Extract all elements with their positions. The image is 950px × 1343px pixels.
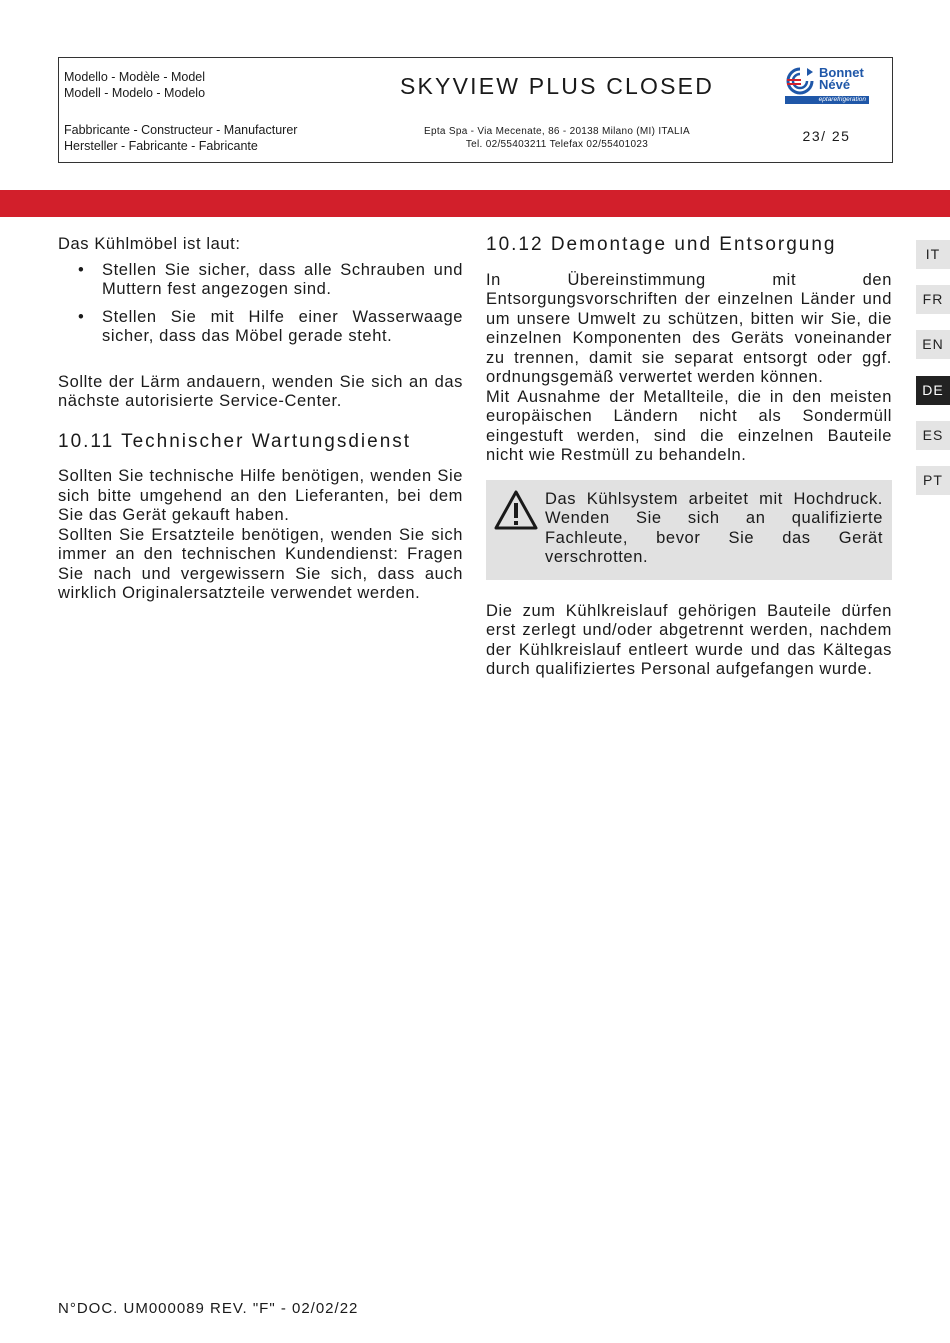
brand-logo-cell	[761, 58, 892, 112]
paragraph: Sollten Sie technische Hilfe benötigen, wenden Sie sich bitte umgehend an den Lieferanten, bei dem Sie das Gerät gekauft haben.	[58, 467, 463, 524]
bullet-item: • Stellen Sie mit Hilfe einer Wasserwaage sicher, dass das Möbel gerade steht.	[58, 308, 463, 347]
language-tab-pt[interactable]: PT	[916, 466, 950, 495]
document-number-footer: N°DOC. UM000089 REV. "F" - 02/02/22	[58, 1300, 359, 1317]
document-header-table	[58, 57, 893, 163]
language-tab-en[interactable]: EN	[916, 330, 950, 359]
warning-box	[486, 480, 892, 580]
paragraph: Die zum Kühlkreislauf gehörigen Bauteile dürfen erst zerlegt und/oder abgetrennt werden, nachdem der Kühlkreislauf entleert wurde und das Kältegas durch qualifiziertes Personal aufgefangen wurde.	[486, 601, 892, 678]
language-tab-es[interactable]: ES	[916, 421, 950, 450]
right-column	[486, 235, 892, 680]
language-tab-de[interactable]: DE	[916, 376, 950, 405]
warning-text: Das Kühlsystem arbeitet mit Hochdruck. Wenden Sie sich an qualifizierte Fachleute, bevor Sie das Gerät verschrotten.	[545, 489, 883, 566]
address-line-2: Tel. 02/55403211 Telefax 02/55401023	[465, 139, 649, 150]
intro-text: Das Kühlmöbel ist laut:	[58, 235, 241, 253]
address-line-1: Epta Spa - Via Mecenate, 86 - 20138 Milano (MI) ITALIA	[424, 126, 690, 137]
bullet-list	[58, 261, 463, 347]
bonnet-neve-logo	[785, 66, 869, 106]
manufacturer-label-line-1: Fabbricante - Constructeur - Manufacturer	[64, 123, 298, 137]
manufacturer-address-cell	[353, 112, 761, 162]
section-heading-10-11: 10.11 Technischer Wartungsdienst	[58, 430, 412, 452]
language-tab-fr[interactable]: FR	[916, 285, 950, 314]
manufacturer-label-line-2: Hersteller - Fabricante - Fabricante	[64, 139, 258, 153]
model-label-cell	[59, 58, 353, 112]
logo-swirl-icon	[785, 66, 815, 96]
red-divider-band	[0, 190, 950, 217]
paragraph: Sollten Sie Ersatzteile benötigen, wenden Sie sich immer an den technischen Kundendienst: Fragen Sie nach und vergewissern Sie sich, dass auch wirklich Originalersatzteile verwendet werden.	[58, 525, 463, 602]
left-column	[58, 235, 463, 604]
paragraph: Mit Ausnahme der Metallteile, die in den meisten europäischen Ländern nicht als Sondermüll eingestuft werden, sind die einzelnen Bauteile nicht wie Restmüll zu behandeln.	[486, 387, 892, 464]
language-tab-it[interactable]: IT	[916, 240, 950, 269]
page-number: 23/ 25	[802, 128, 851, 144]
model-label-line-2: Modell - Modelo - Modelo	[64, 86, 206, 100]
manufacturer-label-cell	[59, 112, 353, 162]
product-title: SKYVIEW PLUS CLOSED	[399, 73, 715, 99]
logo-text-neve: Névé	[819, 77, 851, 92]
warning-triangle-icon	[494, 490, 538, 530]
bullet-item: • Stellen Sie sicher, dass alle Schrauben und Muttern fest angezogen sind.	[58, 261, 463, 300]
logo-subtitle: eptarefrigeration	[785, 96, 869, 104]
section-heading-10-12: 10.12 Demontage und Entsorgung	[486, 234, 837, 255]
model-label-line-1: Modello - Modèle - Model	[64, 70, 206, 84]
paragraph: In Übereinstimmung mit den Entsorgungsvorschriften der einzelnen Länder und um unsere Umwelt zu schützen, bitten wir Sie, die einzelnen Komponenten des Geräts voneinander zu trennen, damit sie separat entsorgt oder ggf. ordnungsgemäß verwertet werden können.	[486, 270, 892, 386]
logo-text-bonnet: Bonnet	[819, 65, 864, 80]
noise-note: Sollte der Lärm andauern, wenden Sie sich an das nächste autorisierte Service-Center.	[58, 372, 463, 410]
